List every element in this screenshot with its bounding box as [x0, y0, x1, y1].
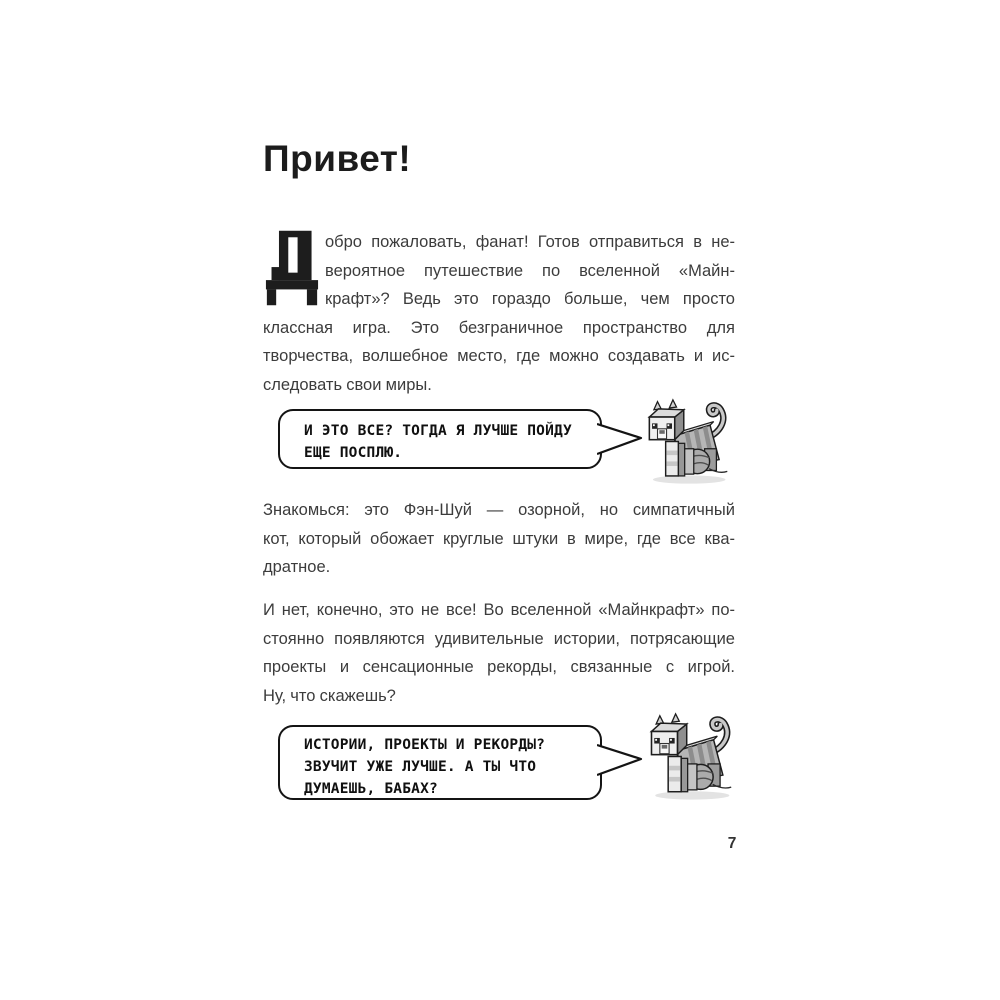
text-line: дратное.	[263, 558, 331, 576]
text-line: вероятное путешествие по вселенной «Майн-	[325, 261, 735, 280]
text-line: крафт»? Ведь это гораздо больше, чем просто	[325, 290, 735, 308]
text-line: ДУМАЕШЬ, БАБАХ?	[304, 781, 438, 797]
speech-bubble-tail-icon	[597, 744, 643, 776]
speech-bubble-2-text	[280, 727, 600, 800]
text-line: Знакомься: это Фэн-Шуй — озорной, но симпатичный	[263, 501, 735, 519]
text-line: ИСТОРИИ, ПРОЕКТЫ И РЕКОРДЫ?	[304, 737, 546, 753]
text-line: ЕЩЕ ПОСПЛЮ.	[304, 445, 403, 461]
text-line: ЗВУЧИТ УЖЕ ЛУЧШЕ. А ТЫ ЧТО	[304, 759, 537, 775]
text-line: кот, который обожает круглые штуки в мире, где все ква-	[263, 529, 735, 548]
speech-bubble-1-text	[280, 411, 600, 464]
cat-illustration-1	[641, 398, 732, 485]
chapter-title: Привет!	[263, 138, 412, 179]
speech-bubble-tail-icon	[597, 423, 643, 455]
paragraph-2-lines	[263, 496, 735, 582]
paragraph-3	[263, 596, 735, 710]
speech-bubble-1	[278, 409, 602, 469]
text-line: следовать свои миры.	[263, 375, 432, 394]
paragraph-2	[263, 496, 735, 582]
text-line: И нет, конечно, это не все! Во вселенной «Майнкрафт» по-	[263, 601, 735, 619]
page-number: 7	[727, 835, 737, 852]
text-line: обро пожаловать, фанат! Готов отправиться в не-	[325, 233, 735, 251]
minecraft-cat-icon	[643, 712, 736, 801]
minecraft-cat-icon	[641, 398, 732, 485]
text-line: творчества, волшебное место, где можно создавать и ис-	[263, 347, 735, 365]
paragraph-1-lines	[263, 228, 735, 399]
cat-illustration-2	[643, 712, 736, 801]
text-line: классная игра. Это безграничное пространство для	[263, 318, 735, 337]
drop-cap-glyph	[265, 228, 319, 308]
text-line: стоянно появляются удивительные истории, потрясающие	[263, 629, 735, 648]
paragraph-3-lines	[263, 596, 735, 710]
speech-bubble-2	[278, 725, 602, 800]
text-line: проекты и сенсационные рекорды, связанные с игрой.	[263, 658, 735, 676]
text-line: Ну, что скажешь?	[263, 686, 396, 705]
drop-cap	[265, 228, 319, 308]
text-line: И ЭТО ВСЕ? ТОГДА Я ЛУЧШЕ ПОЙДУ	[304, 423, 572, 439]
paragraph-1	[263, 228, 735, 399]
